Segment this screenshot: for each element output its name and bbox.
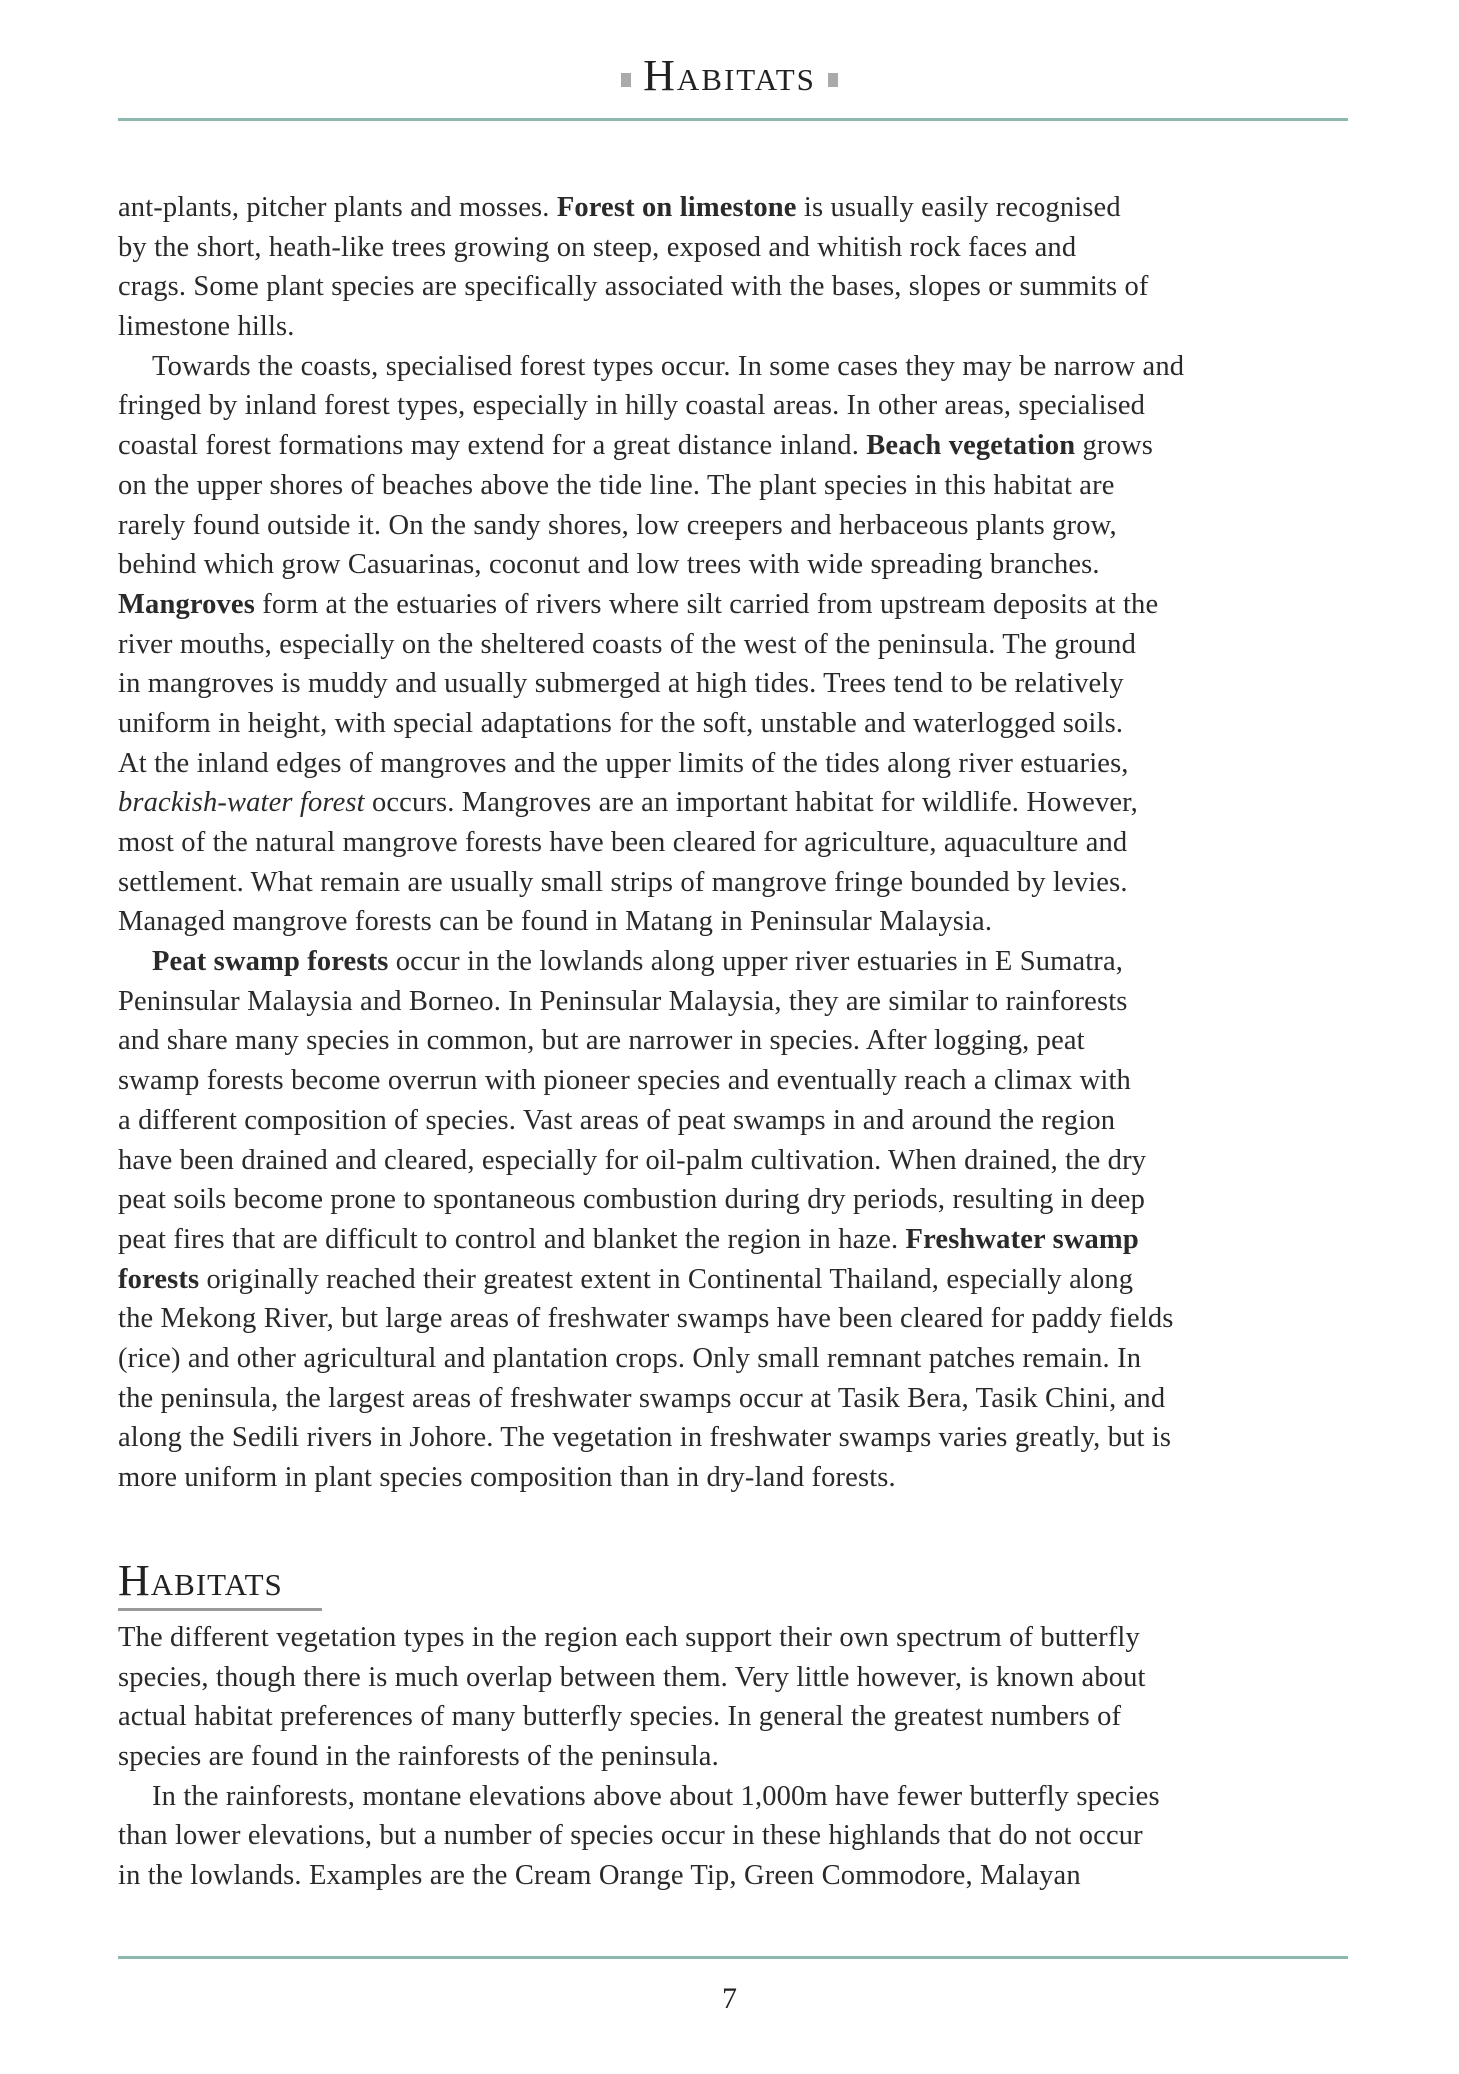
text-line [118,1618,1348,1658]
text-span: crags. Some plant species are specifically associated with the bases, slopes or summits of [118,271,1149,303]
text-span: the peninsula, the largest areas of freshwater swamps occur at Tasik Bera, Tasik Chini, and [118,1382,1166,1414]
running-head-title: Habitats [643,51,816,100]
text-line [118,506,1348,546]
italic-term: brackish-water forest [118,787,365,819]
bold-term: Forest on limestone [556,192,797,223]
text-span: limestone hills. [118,311,295,343]
text-line [118,1379,1348,1419]
bold-term: forests [118,1263,200,1295]
text-line [118,664,1348,704]
text-line [118,823,1348,863]
text-span: is usually easily recognised [796,192,1121,223]
text-span: In the rainforests, montane elevations above about 1,000m have fewer butterfly species [152,1780,1160,1812]
text-span: and share many species in common, but are narrower in species. After logging, peat [118,1025,1085,1057]
text-span: settlement. What remain are usually small strips of mangrove fringe bounded by levies. [118,866,1128,898]
text-line [118,386,1348,426]
text-line [118,267,1348,307]
text-span: have been drained and cleared, especially for oil-palm cultivation. When drained, the dry [118,1144,1147,1176]
text-span: ant-plants, pitcher plants and mosses. [118,192,557,223]
text-line [118,1220,1348,1260]
text-span: river mouths, especially on the sheltered coasts of the west of the peninsula. The ground [118,628,1136,660]
text-line [118,228,1348,268]
text-line [118,1658,1348,1698]
text-line [118,307,1348,347]
bold-term: Mangroves [118,588,255,620]
text-line [118,1777,1348,1817]
text-span: Towards the coasts, specialised forest types occur. In some cases they may be narrow and [152,350,1185,382]
body-text-block-2 [118,1618,1348,1896]
section-heading: Habitats [118,1556,283,1605]
text-line [118,1737,1348,1777]
text-span: most of the natural mangrove forests have been cleared for agriculture, aquaculture and [118,827,1128,858]
text-line [118,625,1348,665]
text-line [118,188,1348,228]
text-span: a different composition of species. Vast areas of peat swamps in and around the region [118,1104,1116,1136]
text-span: Peninsular Malaysia and Borneo. In Peninsular Malaysia, they are similar to rainforests [118,985,1128,1017]
text-span: along the Sedili rivers in Johore. The vegetation in freshwater swamps varies greatly, but is [118,1422,1172,1454]
text-span: At the inland edges of mangroves and the upper limits of the tides along river estuaries, [118,747,1129,779]
text-line [118,347,1348,387]
text-span: swamp forests become overrun with pioneer species and eventually reach a climax with [118,1065,1131,1097]
text-span: Managed mangrove forests can be found in Matang in Peninsular Malaysia. [118,906,993,938]
ornament-right-icon [828,73,838,87]
page-number: 7 [722,1982,737,2015]
text-line [118,1458,1348,1498]
text-line [118,1061,1348,1101]
text-span: occurs. Mangroves are an important habitat for wildlife. However, [364,787,1138,819]
text-line [118,942,1348,982]
text-span: (rice) and other agricultural and plantation crops. Only small remnant patches remain. In [118,1342,1142,1374]
text-line [118,1339,1348,1379]
text-line [118,1856,1348,1896]
text-line [118,783,1348,823]
ornament-left-icon [621,73,631,87]
text-span: peat soils become prone to spontaneous combustion during dry periods, resulting in deep [118,1184,1145,1216]
text-span: occur in the lowlands along upper river estuaries in E Sumatra, [388,946,1124,978]
text-span: more uniform in plant species composition than in dry-land forests. [118,1462,896,1493]
text-line [118,1021,1348,1061]
footer-rule [118,1956,1348,1959]
text-line [118,863,1348,903]
text-line [118,585,1348,625]
text-line [118,1418,1348,1458]
text-span: the Mekong River, but large areas of freshwater swamps have been cleared for paddy fields [118,1303,1174,1335]
text-span: behind which grow Casuarinas, coconut and low trees with wide spreading branches. [118,549,1100,581]
bold-term: Freshwater swamp [905,1223,1139,1255]
text-line [118,1697,1348,1737]
text-span: species are found in the rainforests of the peninsula. [118,1741,719,1773]
text-line [118,744,1348,784]
text-span: rarely found outside it. On the sandy shores, low creepers and herbaceous plants grow, [118,509,1117,541]
text-span: in mangroves is muddy and usually submerged at high tides. Trees tend to be relatively [118,668,1124,700]
text-line [118,426,1348,466]
text-span: fringed by inland forest types, especially in hilly coastal areas. In other areas, specialised [118,390,1146,422]
text-line [118,1180,1348,1220]
text-span: in the lowlands. Examples are the Cream Orange Tip, Green Commodore, Malayan [118,1860,1081,1892]
text-line [118,466,1348,506]
text-line [118,1101,1348,1141]
text-span: than lower elevations, but a number of species occur in these highlands that do not occur [118,1820,1143,1852]
text-line [118,982,1348,1022]
text-span: on the upper shores of beaches above the tide line. The plant species in this habitat are [118,469,1115,501]
text-span: actual habitat preferences of many butterfly species. In general the greatest numbers of [118,1701,1122,1733]
running-head [0,50,1459,101]
text-span: coastal forest formations may extend for a great distance inland. [118,430,867,462]
text-line [118,545,1348,585]
text-span: uniform in height, with special adaptations for the soft, unstable and waterlogged soils. [118,707,1124,739]
text-line [118,902,1348,942]
text-span: The different vegetation types in the region each support their own spectrum of butterfly [118,1622,1140,1653]
text-span: form at the estuaries of rivers where silt carried from upstream deposits at the [254,588,1159,620]
bold-term: Peat swamp forests [152,946,389,978]
body-text-block-1 [118,188,1348,1498]
text-line [118,704,1348,744]
text-line [118,1260,1348,1300]
text-span: by the short, heath-like trees growing on steep, exposed and whitish rock faces and [118,231,1077,263]
text-line [118,1141,1348,1181]
header-rule [118,118,1348,121]
bold-term: Beach vegetation [866,430,1076,462]
text-line [118,1299,1348,1339]
section-heading-underline [118,1608,322,1611]
text-span: originally reached their greatest extent in Continental Thailand, especially along [199,1263,1134,1295]
text-span: species, though there is much overlap between them. Very little however, is known about [118,1661,1146,1693]
text-span: grows [1075,430,1153,462]
text-line [118,1816,1348,1856]
text-span: peat fires that are difficult to control and blanket the region in haze. [118,1223,906,1255]
